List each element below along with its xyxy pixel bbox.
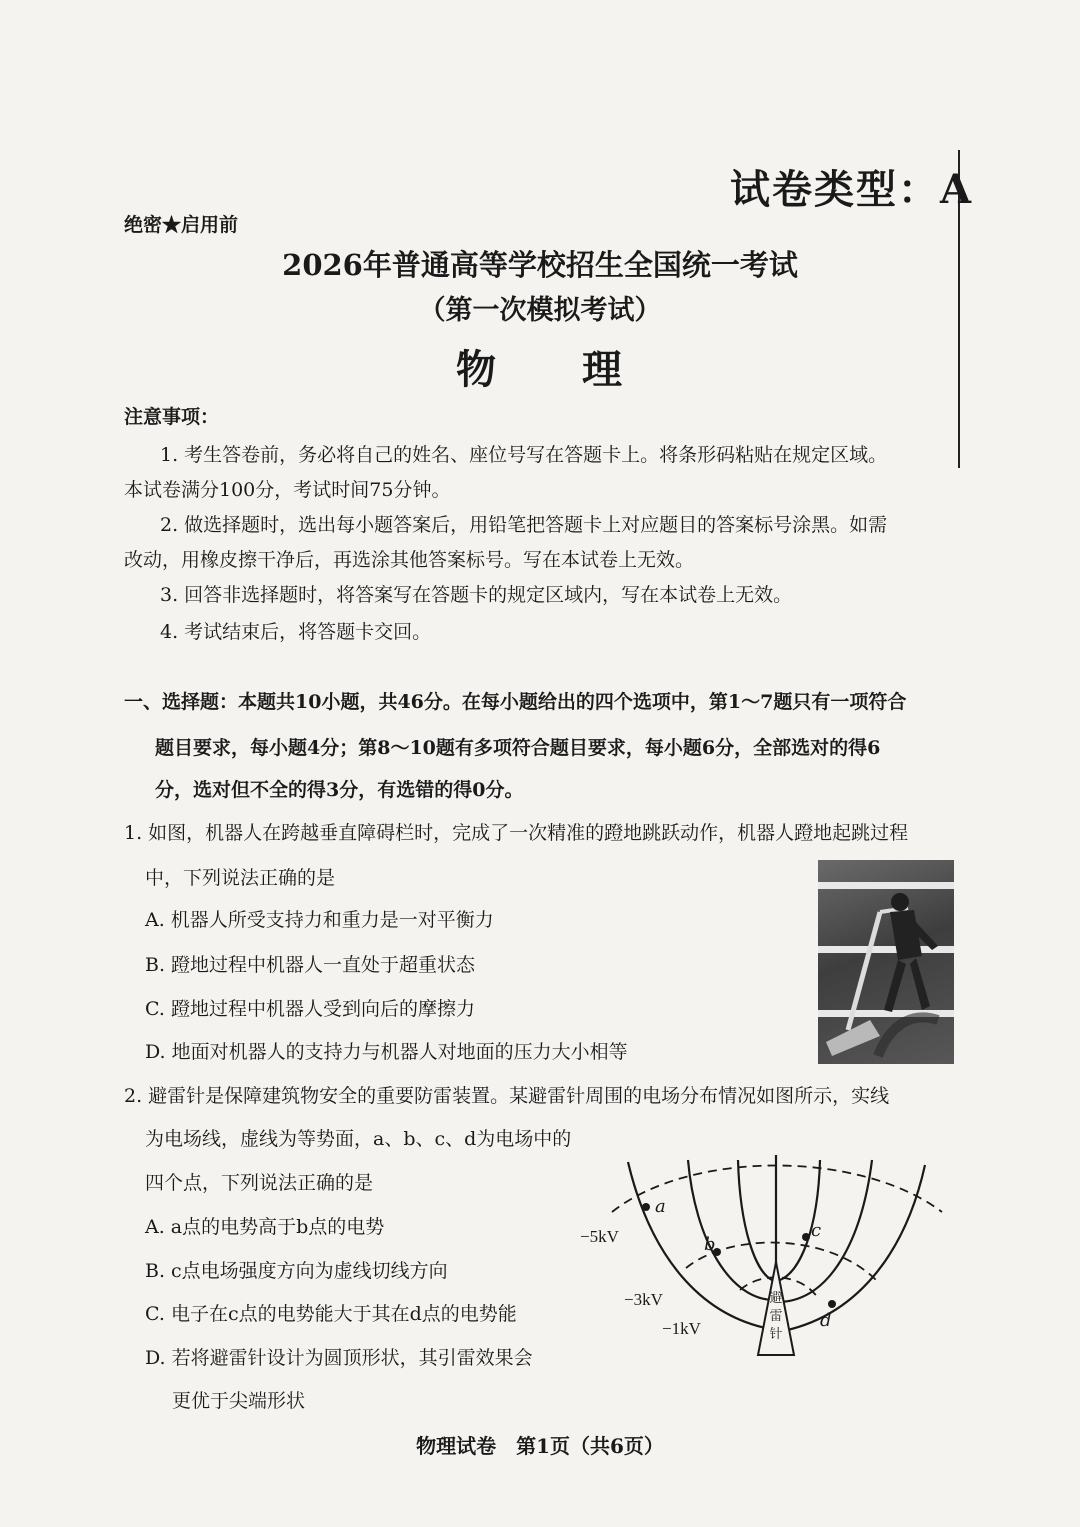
q2-stem-line-1: 2. 避雷针是保障建筑物安全的重要防雷装置。某避雷针周围的电场分布情况如图所示，实线 (124, 1085, 890, 1107)
section-1-line-1: 一、选择题：本题共10小题，共46分。在每小题给出的四个选项中，第1～7题只有一项符合 (124, 691, 907, 713)
point-a (642, 1203, 650, 1211)
q2-option-a: A. a点的电势高于b点的电势 (145, 1216, 385, 1238)
rod-label-char: 避 (769, 1291, 783, 1306)
q1-option-d: D. 地面对机器人的支持力与机器人对地面的压力大小相等 (145, 1041, 628, 1063)
potential-label-minus-5kv: −5kV (580, 1227, 619, 1246)
field-line (738, 1160, 772, 1280)
q2-stem-line-2: 为电场线，虚线为等势面，a、b、c、d为电场中的 (145, 1128, 572, 1150)
label-d: d (820, 1310, 832, 1331)
exam-title: 2026年普通高等学校招生全国统一考试 (282, 248, 798, 282)
confidential-mark: 绝密★启用前 (124, 214, 239, 236)
notice-item-2-line-2: 改动，用橡皮擦干净后，再选涂其他答案标号。写在本试卷上无效。 (124, 549, 695, 571)
rod-label-char: 针 (769, 1327, 783, 1342)
q1-stem-line-2: 中，下列说法正确的是 (145, 867, 336, 889)
q1-option-a: A. 机器人所受支持力和重力是一对平衡力 (145, 909, 494, 931)
paper-type-label: 试卷类型：A (730, 166, 974, 213)
notice-item-2-line-1: 2. 做选择题时，选出每小题答案后，用铅笔把答题卡上对应题目的答案标号涂黑。如需 (160, 514, 888, 536)
point-d (828, 1300, 836, 1308)
notice-item-1-line-2: 本试卷满分100分，考试时间75分钟。 (124, 479, 451, 501)
section-1-line-3: 分，选对但不全的得3分，有选错的得0分。 (155, 779, 524, 801)
rod-label-char: 雷 (769, 1309, 783, 1324)
q2-option-b: B. c点电场强度方向为虚线切线方向 (145, 1260, 448, 1282)
robot-hurdle-photo (818, 860, 954, 1064)
notice-item-4: 4. 考试结束后，将答题卡交回。 (160, 621, 432, 643)
q2-option-d: D. 若将避雷针设计为圆顶形状，其引雷效果会 (145, 1347, 533, 1369)
q2-option-c: C. 电子在c点的电势能大于其在d点的电势能 (145, 1303, 517, 1325)
q2-option-d-continuation: 更优于尖端形状 (172, 1390, 306, 1412)
section-1-line-2: 题目要求，每小题4分；第8～10题有多项符合题目要求，每小题6分，全部选对的得6 (155, 737, 881, 759)
label-a: a (655, 1196, 666, 1217)
robot-silhouette (818, 860, 954, 1064)
q1-option-c: C. 蹬地过程中机器人受到向后的摩擦力 (145, 998, 475, 1020)
subject-title: 物 理 (456, 346, 624, 393)
q1-option-b: B. 蹬地过程中机器人一直处于超重状态 (145, 954, 476, 976)
notice-heading: 注意事项： (124, 406, 220, 428)
notice-item-1-line-1: 1. 考生答卷前，务必将自己的姓名、座位号写在答题卡上。将条形码粘贴在规定区域。 (160, 444, 888, 466)
potential-label-minus-3kv: −3kV (624, 1290, 663, 1309)
field-line-diagram (575, 1150, 960, 1390)
point-c (802, 1233, 810, 1241)
label-c: c (811, 1220, 822, 1241)
notice-item-3: 3. 回答非选择题时，将答案写在答题卡的规定区域内，写在本试卷上无效。 (160, 584, 793, 606)
exam-subtitle: （第一次模拟考试） (418, 295, 662, 326)
page-footer: 物理试卷 第1页（共6页） (416, 1434, 664, 1458)
q1-stem-line-1: 1. 如图，机器人在跨越垂直障碍栏时，完成了一次精准的蹬地跳跃动作，机器人蹬地起跳过程 (124, 822, 909, 844)
label-b: b (704, 1234, 716, 1255)
field-line (780, 1160, 872, 1302)
q2-stem-line-3: 四个点，下列说法正确的是 (145, 1172, 374, 1194)
potential-label-minus-1kv: −1kV (662, 1319, 701, 1338)
